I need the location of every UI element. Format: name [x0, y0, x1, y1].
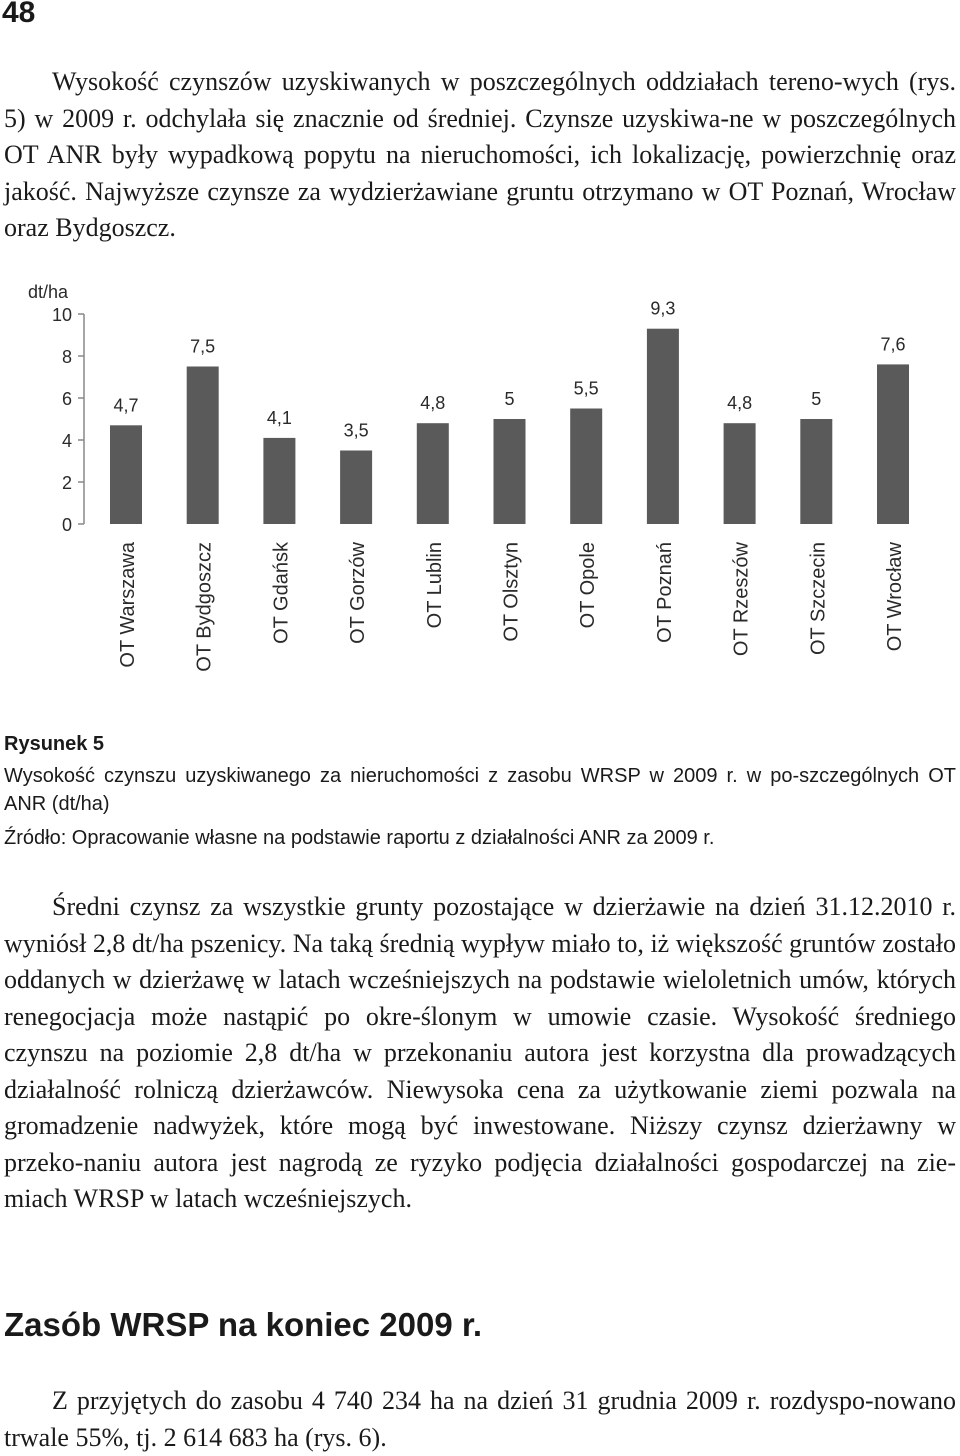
bar: [110, 425, 142, 524]
bar: [494, 419, 526, 524]
category-label: OT Gorzów: [347, 542, 370, 644]
bar: [570, 409, 602, 525]
category-label: OT Rzeszów: [730, 542, 753, 657]
y-tick-label: 6: [61, 389, 72, 409]
bar-value-label: 4,7: [113, 395, 139, 416]
bar-value-label: 7,6: [880, 334, 906, 355]
y-tick-label: 4: [61, 431, 72, 451]
bar-value-label: 9,3: [650, 298, 676, 319]
category-label: OT Warszawa: [117, 542, 139, 668]
bar-value-label: 7,5: [190, 336, 216, 357]
bar: [187, 367, 219, 525]
y-tick-label: 10: [51, 305, 72, 325]
bar: [340, 451, 372, 525]
category-label: OT Lublin: [423, 542, 446, 629]
body-paragraph-rent: Średni czynsz za wszystkie grunty pozostające w dzierżawie na dzień 31.12.2010 r. wyniósł 2,8 dt/ha pszenicy. Na taką średnią wypływ miało to, iż większość gruntów zostało oddanych w dzierżawę w latach wcześniejszych na podstawie wieloletnich umów, których renegocjacja może nastąpić po okre-ślonym w umowie czasie. Wysokość średniego czynszu na poziomie 2,8 dt/ha w przekonaniu autora jest korzystna dla prowadzących działalność rolniczą dzierżawców. Niewysoka cena za użytkowanie ziemi pozwala na gromadzenie nadwyżek, które mogą być inwestowane. Niższy czynsz dzierżawny w przeko-naniu autora jest nagrodą ze ryzyko podjęcia działalności gospodarczej na zie-miach WRSP w latach wcześniejszych.: [4, 892, 956, 1213]
bar-value-label: 5: [504, 389, 515, 409]
bar-value-label: 4,1: [266, 407, 292, 428]
category-label: OT Bydgoszcz: [193, 542, 216, 672]
category-label: OT Szczecin: [807, 542, 830, 655]
bar: [877, 364, 909, 524]
bar: [263, 438, 295, 524]
body-paragraph-resource: Z przyjętych do zasobu 4 740 234 ha na dzień 31 grudnia 2009 r. rozdyspo-nowano trwale 55%, tj. 2 614 683 ha (rys. 6).: [4, 1386, 956, 1452]
y-axis-label: dt/ha: [28, 282, 69, 302]
bar: [724, 423, 756, 524]
category-label: OT Gdańsk: [270, 542, 293, 644]
bar: [647, 329, 679, 524]
rent-bar-chart: [0, 270, 960, 710]
category-label: OT Poznań: [653, 542, 676, 643]
category-label: OT Olsztyn: [500, 542, 523, 642]
figure-source: Źródło: Opracowanie własne na podstawie raportu z działalności ANR za 2009 r.: [4, 827, 715, 849]
category-label: OT Opole: [577, 542, 600, 629]
y-tick-label: 0: [61, 515, 72, 535]
bar: [417, 423, 449, 524]
section-heading: Zasób WRSP na koniec 2009 r.: [4, 1306, 483, 1343]
figure-label: Rysunek 5: [4, 733, 105, 755]
intro-paragraph: Wysokość czynszów uzyskiwanych w poszczególnych oddziałach tereno-wych (rys. 5) w 2009 r. odchylała się znacznie od średniej. Czynsze uzyskiwa-ne w poszczególnych OT ANR były wypadkową popytu na nieruchomości, ich lokalizację, powierzchnię oraz jakość. Najwyższe czynsze za wydzierżawiane gruntu otrzymano w OT Poznań, Wrocław oraz Bydgoszcz.: [4, 67, 956, 242]
figure-title: Wysokość czynszu uzyskiwanego za nieruchomości z zasobu WRSP w 2009 r. w po-szczególnych OT ANR (dt/ha): [4, 765, 956, 815]
page-number: 48: [2, 0, 36, 29]
bar-value-label: 4,8: [727, 393, 753, 414]
y-tick-label: 8: [61, 347, 72, 367]
bar-value-label: 5,5: [573, 378, 599, 399]
y-tick-label: 2: [61, 473, 72, 493]
bar-value-label: 4,8: [420, 393, 446, 414]
bar: [800, 419, 832, 524]
bar-value-label: 3,5: [343, 420, 369, 441]
bar-value-label: 5: [811, 389, 822, 409]
category-label: OT Wrocław: [884, 542, 906, 652]
